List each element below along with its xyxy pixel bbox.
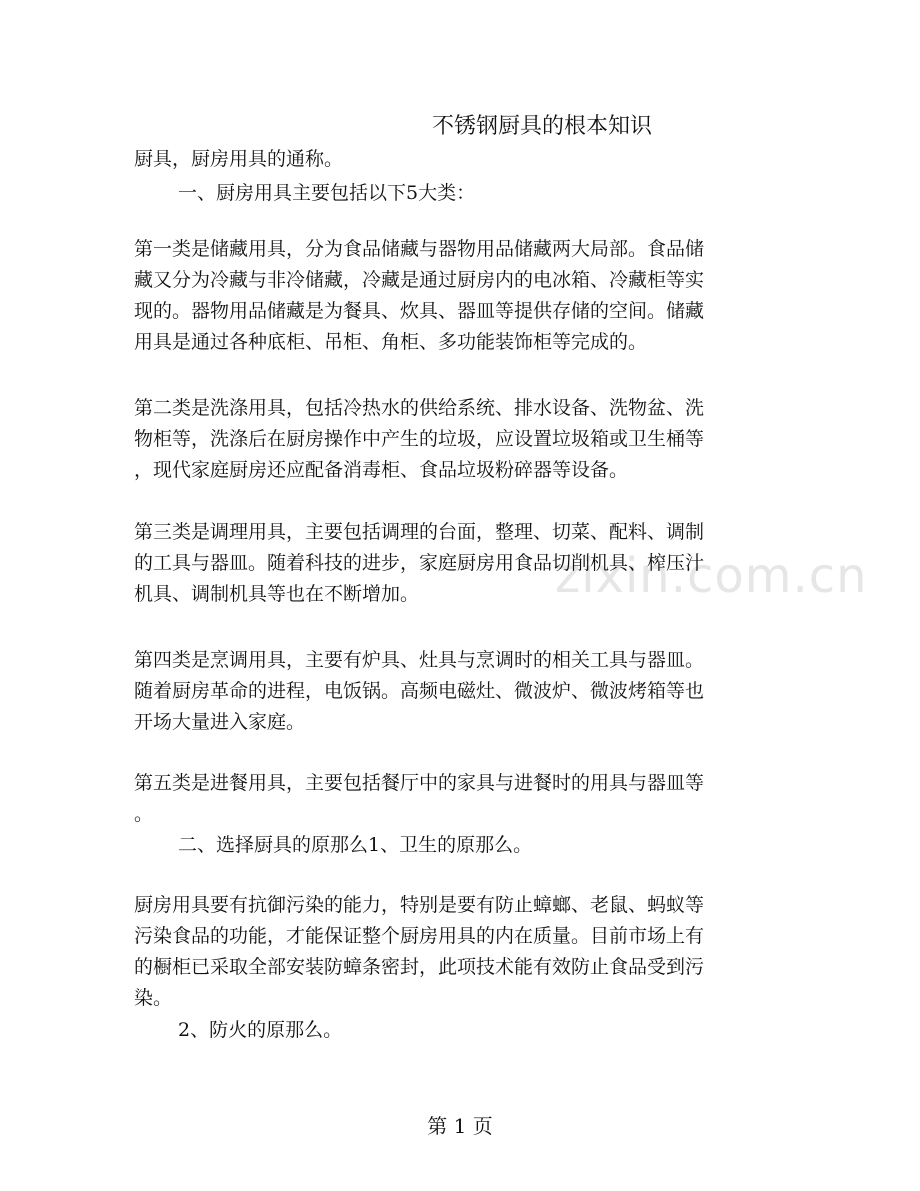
paragraph-line: 第二类是洗涤用具，包括冷热水的供给系统、排水设备、洗物盆、洗 — [134, 397, 705, 419]
paragraph-line: 污染食品的功能，才能保证整个厨房用具的内在质量。目前市场上有 — [134, 925, 705, 947]
document-title: 不锈钢厨具的根本知识 — [432, 114, 653, 139]
section-heading-2: 二、选择厨具的原那么1、卫生的原那么。 — [178, 834, 533, 856]
paragraph-line: 的工具与器皿。随着科技的进步，家庭厨房用食品切削机具、榨压汁 — [134, 552, 705, 574]
intro-line: 厨具，厨房用具的通称。 — [134, 148, 344, 170]
paragraph-line: 藏又分为冷藏与非冷储藏，冷藏是通过厨房内的电冰箱、冷藏柜等实 — [134, 269, 705, 291]
paragraph-line: 物柜等，洗涤后在厨房操作中产生的垃圾，应设置垃圾箱或卫生桶等 — [134, 428, 705, 450]
paragraph-line: 厨房用具要有抗御污染的能力，特别是要有防止蟑螂、老鼠、蚂蚁等 — [134, 894, 705, 916]
page-number: 第 1 页 — [427, 1114, 493, 1138]
paragraph-line: 开场大量进入家庭。 — [134, 711, 306, 733]
paragraph-line: 第四类是烹调用具，主要有炉具、灶具与烹调时的相关工具与器皿。 — [134, 649, 705, 671]
paragraph-line: 染。 — [134, 987, 173, 1009]
paragraph-line: 第一类是储藏用具，分为食品储藏与器物用品储藏两大局部。食品储 — [134, 238, 705, 260]
paragraph-line: 。 — [134, 803, 154, 825]
paragraph-line: 第五类是进餐用具，主要包括餐厅中的家具与进餐时的用具与器皿等 — [134, 772, 705, 794]
paragraph-line: 现的。器物用品储藏是为餐具、炊具、器皿等提供存储的空间。储藏 — [134, 300, 705, 322]
watermark: zixin.com.cn — [555, 548, 868, 604]
sub-heading: 2、防火的原那么。 — [178, 1019, 343, 1041]
paragraph-line: 用具是通过各种底柜、吊柜、角柜、多功能装饰柜等完成的。 — [134, 331, 648, 353]
paragraph-line: 机具、调制机具等也在不断增加。 — [134, 583, 420, 605]
paragraph-line: ，现代家庭厨房还应配备消毒柜、食品垃圾粉碎器等设备。 — [134, 459, 629, 481]
paragraph-line: 第三类是调理用具，主要包括调理的台面，整理、切菜、配料、调制 — [134, 521, 705, 543]
section-heading-1: 一、厨房用具主要包括以下5大类： — [178, 182, 476, 204]
paragraph-line: 随着厨房革命的进程，电饭锅。高频电磁灶、微波炉、微波烤箱等也 — [134, 680, 705, 702]
paragraph-line: 的橱柜已采取全部安装防蟑条密封，此项技术能有效防止食品受到污 — [134, 956, 705, 978]
